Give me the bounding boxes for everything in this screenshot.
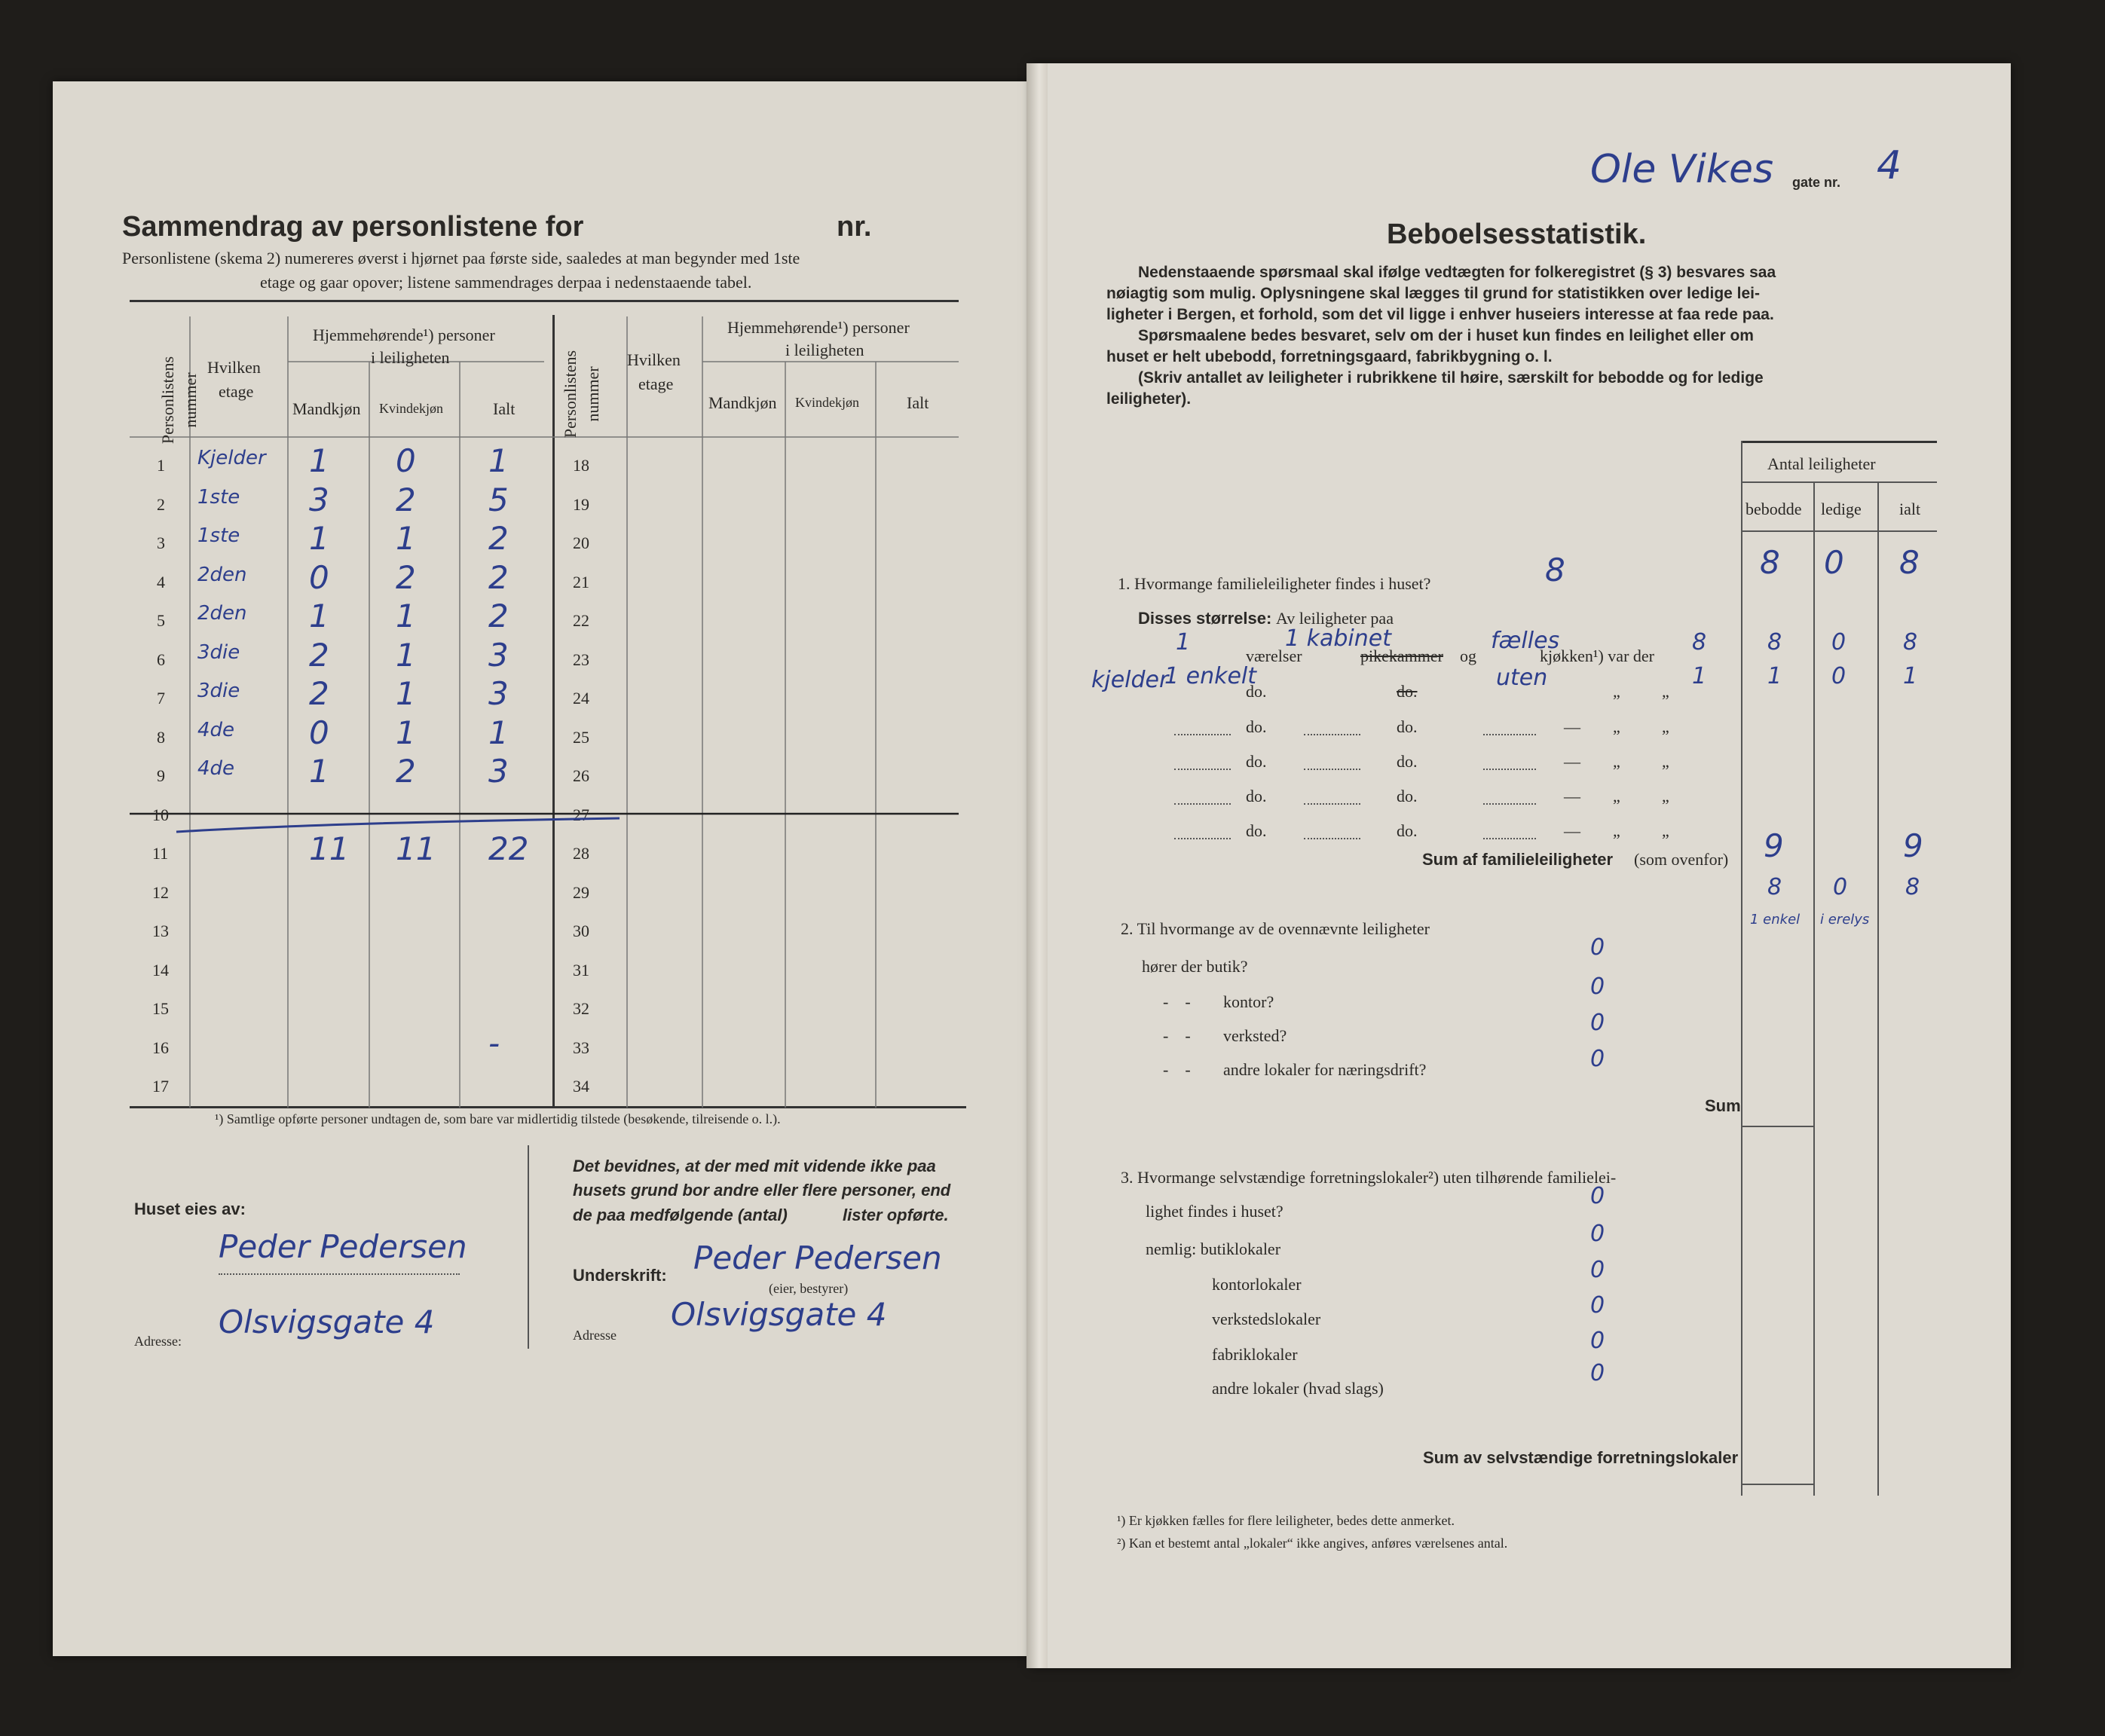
q3-item-fabrik: fabriklokaler [1212, 1345, 1298, 1364]
row-ialt: - [488, 1025, 500, 1062]
row-number: 2 [157, 495, 165, 514]
q2-value-verksted: 0 [1590, 1010, 1605, 1036]
ditto-2: do. [1397, 787, 1418, 805]
row-ialt: 2 [488, 520, 509, 557]
q3-line2: lighet findes i huset? [1146, 1202, 1283, 1221]
row-number: 1 [157, 456, 165, 475]
row-number: 9 [157, 766, 165, 785]
table-top-rule [130, 300, 959, 302]
summary-title: Sammendrag av personlistene for [122, 211, 584, 243]
row-number: 12 [152, 883, 169, 902]
row-ialt: 3 [488, 753, 509, 790]
ditto-dots-3 [1483, 838, 1536, 839]
row-kvindekjon: 0 [396, 442, 416, 479]
row-etage: 4de [197, 757, 235, 780]
row-number: 27 [573, 805, 589, 824]
intro-line: huset er helt ubebodd, forretningsgaard, fabrikbygning o. l. [1106, 348, 1553, 365]
q2-dash-3: - - [1163, 1060, 1191, 1079]
street-name-value: Ole Vikes [1590, 147, 1774, 192]
col-ledige: ledige [1821, 500, 1862, 518]
row-number: 26 [573, 766, 589, 785]
row-kvindekjon: 11 [396, 830, 436, 867]
footnote-2: ²) Kan et bestemt antal „lokaler“ ikke angives, anføres værelsenes antal. [1117, 1536, 1508, 1551]
footnote-1: ¹) Er kjøkken fælles for flere leiligheter, bedes dette anmerket. [1117, 1513, 1455, 1528]
ditto-quote-2: „ [1662, 717, 1669, 736]
intro-line: ligheter i Bergen, et forhold, som det vil ligge i enhver huseiers interesse at faa rede paa. [1106, 306, 1774, 323]
q3-item-kontor: kontorlokaler [1212, 1275, 1302, 1294]
row-number: 5 [157, 611, 165, 630]
address2-value: Olsvigsgate 4 [671, 1296, 887, 1333]
row-mandkjon: 2 [309, 675, 329, 712]
intro-line: Nedenstaaende spørsmaal skal ifølge vedtægten for folkeregistret (§ 3) besvares saa [1138, 264, 1776, 281]
row-ialt: 2 [488, 559, 509, 596]
cert-line-1: Det bevidnes, at der med mit vidende ikke paa [573, 1157, 936, 1175]
col-bebodde: bebodde [1745, 500, 1802, 518]
col-header-nummer-2: nummer [583, 366, 602, 422]
size-row1-ialt: 8 [1903, 629, 1918, 656]
col-header-hjemme-2: i leiligheten [371, 348, 450, 367]
row-mandkjon: 1 [309, 598, 329, 634]
q2-dash-1: - - [1163, 992, 1191, 1011]
ditto-quote-1: „ [1613, 752, 1620, 771]
size-row2-ledige: 0 [1831, 663, 1846, 689]
ditto-dots-3 [1483, 769, 1536, 770]
row-kvindekjon: 1 [396, 598, 416, 634]
row-number: 3 [157, 533, 165, 552]
row-kvindekjon: 2 [396, 753, 416, 790]
row-mandkjon: 1 [309, 520, 329, 557]
q3-value-verksted: 0 [1590, 1292, 1605, 1319]
size-row1-ledige: 0 [1831, 629, 1846, 656]
sum-note-bebodde: 8 [1767, 874, 1782, 900]
row-ialt: 22 [488, 830, 529, 867]
signature-divider [528, 1145, 529, 1349]
beboelses-title: Beboelsesstatistik. [1387, 219, 1647, 250]
ditto-dash: — [1564, 752, 1580, 771]
sizes-label: Disses størrelse: [1138, 609, 1272, 628]
ditto-quote-1: „ [1613, 717, 1620, 736]
summary-title-nr: nr. [837, 211, 872, 243]
row10-strike-line [175, 815, 627, 838]
q1-value: 8 [1545, 552, 1565, 588]
ditto-dots-2 [1304, 734, 1360, 735]
sum-family-bebodde: 9 [1764, 827, 1784, 864]
sum-note-ialt: 8 [1905, 874, 1920, 900]
row-kvindekjon: 2 [396, 481, 416, 518]
ditto-dots [1174, 769, 1231, 770]
address-value: Olsvigsgate 4 [219, 1304, 435, 1340]
size-row2-bebodde: 1 [1767, 663, 1782, 689]
ditto-dots-2 [1304, 838, 1360, 839]
row-etage: 1ste [197, 486, 240, 509]
row-number: 33 [573, 1038, 589, 1057]
row-ialt: 3 [488, 637, 509, 674]
summary-intro-1: Personlistene (skema 2) numereres øverst i hjørnet paa første side, saaledes at man begynder med 1ste [122, 249, 800, 267]
size-row2-ditto-b: do. [1397, 682, 1418, 701]
col-ialt: ialt [1899, 500, 1921, 518]
row-number: 30 [573, 921, 589, 940]
row-ialt: 5 [488, 481, 509, 518]
gate-label: gate nr. [1792, 175, 1841, 190]
row-mandkjon: 1 [309, 442, 329, 479]
ditto-2: do. [1397, 821, 1418, 840]
row-number: 10 [152, 805, 169, 824]
ditto-dots [1174, 734, 1231, 735]
col-header-personlistens: Personlistens [158, 356, 177, 445]
size-row2-prefix: kjelder [1091, 667, 1169, 693]
q3-item-verksted: verkstedslokaler [1212, 1310, 1321, 1328]
summary-table-grid [130, 309, 966, 1108]
sum-family-label: Sum af familieleiligheter [1422, 850, 1614, 869]
row-ialt: 1 [488, 714, 509, 751]
ditto-quote-2: „ [1662, 752, 1669, 771]
row-number: 11 [152, 844, 169, 863]
size-row1-pikekammer: pikekammer [1360, 646, 1443, 665]
size-row1-og: og [1460, 646, 1476, 665]
q2-kontor: kontor? [1223, 992, 1274, 1011]
owner-value: Peder Pedersen [219, 1228, 467, 1265]
cert-line-3b: lister opførte. [843, 1206, 949, 1224]
size-row1-vaerelser: værelser [1246, 646, 1302, 665]
q2-andre: andre lokaler for næringsdrift? [1223, 1060, 1427, 1079]
sum-family-ialt: 9 [1903, 827, 1923, 864]
intro-line: nøiagtig som mulig. Oplysningene skal lægges til grund for statistikken over ledige lei- [1106, 285, 1760, 302]
col-header-personlistens-2: Personlistens [561, 350, 580, 439]
col-header-hjemme-1-2: Hjemmehørende¹) personer [727, 318, 910, 337]
ditto-quote-1: „ [1613, 821, 1620, 840]
row-kvindekjon: 1 [396, 714, 416, 751]
col-header-kvindekjon: Kvindekjøn [379, 401, 443, 416]
row-number: 28 [573, 844, 589, 863]
intro-line: leiligheter). [1106, 390, 1192, 408]
row-number: 7 [157, 689, 165, 708]
q2-dash-2: - - [1163, 1026, 1191, 1045]
col-header-hjemme-1: Hjemmehørende¹) personer [313, 326, 495, 344]
q3-item-andre: andre lokaler (hvad slags) [1212, 1379, 1384, 1398]
row-mandkjon: 3 [309, 481, 329, 518]
q2-value-butik: 0 [1590, 934, 1605, 961]
ditto-2: do. [1397, 752, 1418, 771]
intro-line: (Skriv antallet av leiligheter i rubrikkene til høire, særskilt for bebodde og for ledige [1138, 369, 1764, 387]
ditto-dots-3 [1483, 803, 1536, 805]
row-mandkjon: 0 [309, 714, 329, 751]
row-number: 23 [573, 650, 589, 669]
ditto-1: do. [1246, 717, 1267, 736]
q2-value-andre: 0 [1590, 1046, 1605, 1072]
summary-footnote: ¹) Samtlige opførte personer undtagen de, som bare var midlertidig tilstede (besøkende, tilreisende o. l.). [215, 1111, 781, 1126]
q3-value-total: 0 [1590, 1183, 1605, 1209]
ditto-dots [1174, 838, 1231, 839]
row-number: 14 [152, 961, 169, 980]
q2-butik: hører der butik? [1142, 957, 1248, 976]
gate-number-value: 4 [1877, 143, 1902, 188]
q2-sum: Sum [1705, 1096, 1741, 1115]
ditto-quote-2: „ [1662, 787, 1669, 805]
sum-note-text-1: 1 enkel [1750, 912, 1801, 928]
row-number: 13 [152, 921, 169, 940]
owner-label: Huset eies av: [134, 1200, 246, 1218]
row-mandkjon: 11 [309, 830, 350, 867]
row-number: 31 [573, 961, 589, 980]
antal-header: Antal leiligheter [1767, 454, 1876, 473]
col-header-mandkjon-2: Mandkjøn [708, 393, 777, 412]
row-number: 8 [157, 728, 165, 747]
row-number: 18 [573, 456, 589, 475]
size-row2-quote-2: „ [1662, 682, 1669, 701]
q2-value-kontor: 0 [1590, 973, 1605, 1000]
col-header-nummer: nummer [181, 372, 200, 428]
size-row2-rooms: 1 enkelt [1164, 663, 1257, 689]
row-number: 22 [573, 611, 589, 630]
size-row1-rooms: 1 [1176, 629, 1191, 656]
q3-value-butik: 0 [1590, 1221, 1605, 1247]
row-etage: 4de [197, 719, 235, 741]
ditto-dots-3 [1483, 734, 1536, 735]
col-header-hvilken-2: Hvilken [627, 350, 681, 369]
size-row2-ditto: do. [1246, 682, 1267, 701]
ditto-dash: — [1564, 821, 1580, 840]
row-mandkjon: 2 [309, 637, 329, 674]
q1-label: 1. Hvormange familieleiligheter findes i huset? [1118, 574, 1431, 593]
ditto-quote-2: „ [1662, 821, 1669, 840]
size-row1-count: 8 [1692, 629, 1707, 656]
col-header-hvilken: Hvilken [207, 358, 261, 377]
size-row1-kjokken: kjøkken¹) var der [1540, 646, 1654, 665]
row-number: 19 [573, 495, 589, 514]
address-label: Adresse: [134, 1334, 182, 1349]
col-header-ialt-2: Ialt [907, 393, 929, 412]
q3-line1: 3. Hvormange selvstændige forretningslokaler²) uten tilhørende familielei- [1121, 1168, 1617, 1187]
ditto-dash: — [1564, 717, 1580, 736]
col-header-ialt: Ialt [493, 399, 516, 418]
ditto-quote-1: „ [1613, 787, 1620, 805]
size-row2-ialt: 1 [1903, 663, 1918, 689]
owner-line [219, 1273, 460, 1275]
sum-note-ledige: 0 [1833, 874, 1848, 900]
signature-value: Peder Pedersen [693, 1239, 942, 1276]
sum-family-label-b: (som ovenfor) [1634, 850, 1729, 869]
col-header-etage: etage [219, 382, 254, 401]
row-number: 16 [152, 1038, 169, 1057]
size-row1-note: 1 kabinet [1285, 625, 1391, 652]
row-number: 17 [152, 1077, 169, 1096]
row-mandkjon: 0 [309, 559, 329, 596]
address2-label: Adresse [573, 1328, 617, 1343]
row-number: 6 [157, 650, 165, 669]
sum-note-text-2: i erelys [1820, 912, 1870, 928]
ditto-1: do. [1246, 752, 1267, 771]
antal-columns-grid [1741, 441, 1938, 1496]
row-mandkjon: 1 [309, 753, 329, 790]
q1-ledige: 0 [1824, 544, 1844, 581]
size-row1-kj-value: fælles [1491, 628, 1560, 654]
row-number: 29 [573, 883, 589, 902]
q3-value-andre: 0 [1590, 1360, 1605, 1386]
row-number: 32 [573, 999, 589, 1018]
q1-bebodde: 8 [1760, 544, 1780, 581]
sizes-sub: Av leiligheter paa [1276, 609, 1394, 628]
size-row2-kj-value: uten [1496, 665, 1548, 691]
row-number: 4 [157, 573, 165, 591]
col-header-hjemme-2-2: i leiligheten [785, 341, 864, 359]
row-etage: 3die [197, 680, 240, 702]
q3-item-butik: nemlig: butiklokaler [1146, 1239, 1281, 1258]
cert-line-2: husets grund bor andre eller flere personer, end [573, 1181, 951, 1200]
size-row1-bebodde: 8 [1767, 629, 1782, 656]
row-number: 20 [573, 533, 589, 552]
row-etage: Kjelder [197, 447, 266, 469]
ditto-dots-2 [1304, 803, 1360, 805]
q1-ialt: 8 [1899, 544, 1920, 581]
ditto-1: do. [1246, 787, 1267, 805]
row-ialt: 2 [488, 598, 509, 634]
col-header-kvindekjon-2: Kvindekjøn [795, 395, 859, 410]
ditto-dash: — [1564, 787, 1580, 805]
row-number: 24 [573, 689, 589, 708]
q2-verksted: verksted? [1223, 1026, 1287, 1045]
row-number: 34 [573, 1077, 589, 1096]
q3-value-fabrik: 0 [1590, 1328, 1605, 1354]
q3-value-kontor: 0 [1590, 1257, 1605, 1283]
row-etage: 1ste [197, 524, 240, 547]
col-header-mandkjon: Mandkjøn [292, 399, 361, 418]
row-etage: 3die [197, 641, 240, 664]
cert-line-3: de paa medfølgende (antal) [573, 1206, 788, 1224]
q3-sum: Sum av selvstændige forretningslokaler [1423, 1448, 1739, 1467]
row-kvindekjon: 2 [396, 559, 416, 596]
col-header-etage-2: etage [638, 374, 674, 393]
row-ialt: 1 [488, 442, 509, 479]
size-row2-quote-1: „ [1613, 682, 1620, 701]
book-spine [1026, 63, 1048, 1668]
signature-role: (eier, bestyrer) [769, 1281, 849, 1296]
row-number: 15 [152, 999, 169, 1018]
size-row2-count: 1 [1692, 663, 1707, 689]
row-ialt: 3 [488, 675, 509, 712]
signature-label: Underskrift: [573, 1266, 667, 1285]
ditto-dots [1174, 803, 1231, 805]
row-kvindekjon: 1 [396, 675, 416, 712]
ditto-dots-2 [1304, 769, 1360, 770]
summary-intro-2: etage og gaar opover; listene sammendrages derpaa i nedenstaaende tabel. [260, 273, 752, 292]
row-kvindekjon: 1 [396, 637, 416, 674]
ditto-2: do. [1397, 717, 1418, 736]
row-number: 25 [573, 728, 589, 747]
intro-line: Spørsmaalene bedes besvaret, selv om der i huset kun findes en leilighet eller om [1138, 327, 1754, 344]
row-etage: 2den [197, 602, 247, 625]
row-etage: 2den [197, 564, 247, 586]
row-number: 21 [573, 573, 589, 591]
row-kvindekjon: 1 [396, 520, 416, 557]
ditto-1: do. [1246, 821, 1267, 840]
q2-line1: 2. Til hvormange av de ovennævnte leiligheter [1121, 919, 1430, 938]
